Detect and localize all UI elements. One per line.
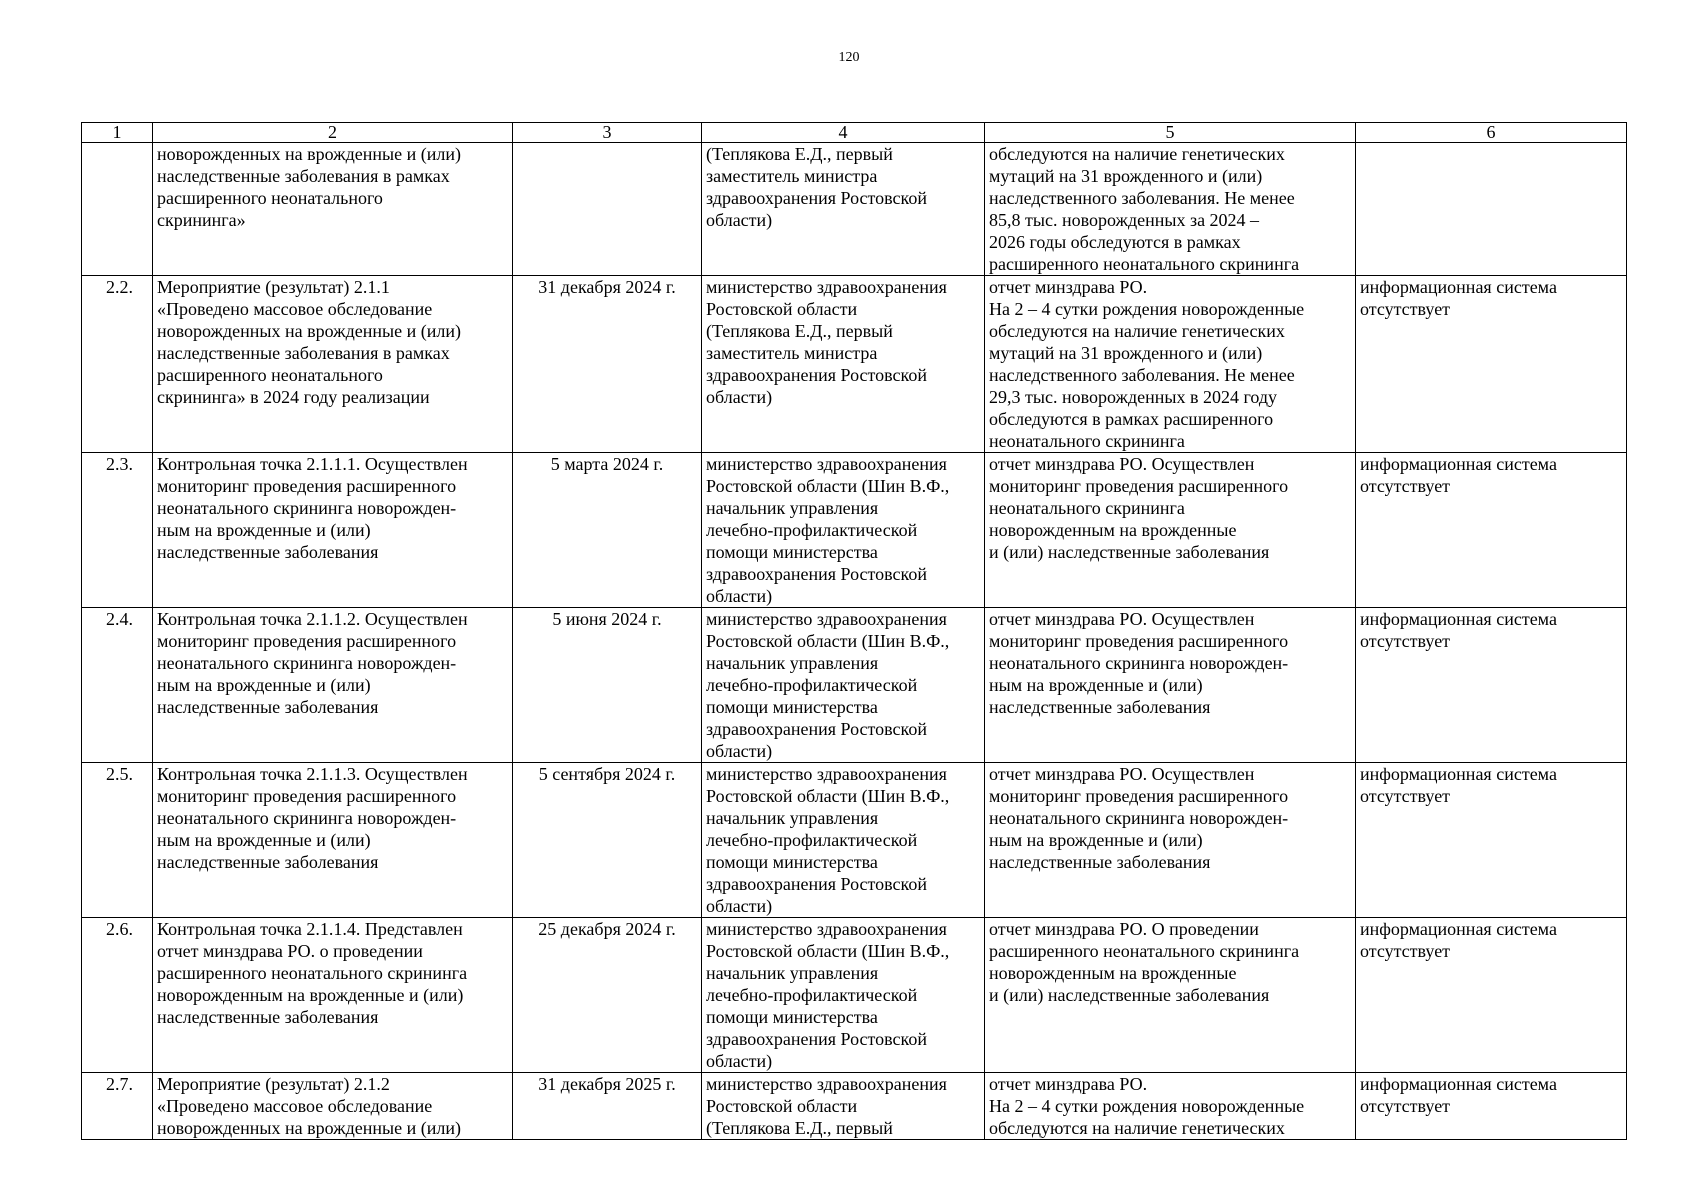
table-row — [82, 763, 1627, 918]
table-row — [82, 1073, 1627, 1140]
row-info-system — [1356, 143, 1627, 276]
plan-table — [81, 122, 1627, 1140]
row-info-system: информационная система отсутствует — [1356, 453, 1627, 608]
row-responsible: (Теплякова Е.Д., первый заместитель министра здравоохранения Ростовской области) — [702, 143, 985, 276]
row-name: Контрольная точка 2.1.1.1. Осуществлен мониторинг проведения расширенного неонатального скрининга новорожден- ным на врожденные и (или) наследственные заболевания — [153, 453, 513, 608]
row-info-system: информационная система отсутствует — [1356, 608, 1627, 763]
row-responsible: министерство здравоохранения Ростовской области (Шин В.Ф., начальник управления лечебно-профилактической помощи министерства здравоохранения Ростовской области) — [702, 453, 985, 608]
table-row — [82, 276, 1627, 453]
row-responsible: министерство здравоохранения Ростовской области (Шин В.Ф., начальник управления лечебно-профилактической помощи министерства здравоохранения Ростовской области) — [702, 763, 985, 918]
row-result: отчет минздрава РО. На 2 – 4 сутки рождения новорожденные обследуются на наличие генетических — [985, 1073, 1356, 1140]
table-row — [82, 453, 1627, 608]
row-number — [82, 143, 153, 276]
table-row — [82, 608, 1627, 763]
column-header: 1 — [82, 123, 153, 143]
row-date: 25 декабря 2024 г. — [513, 918, 702, 1073]
row-info-system: информационная система отсутствует — [1356, 918, 1627, 1073]
row-name: Контрольная точка 2.1.1.4. Представлен отчет минздрава РО. о проведении расширенного неонатального скрининга новорожденным на врожденные и (или) наследственные заболевания — [153, 918, 513, 1073]
table-header-row — [82, 123, 1627, 143]
row-name: Мероприятие (результат) 2.1.2 «Проведено массовое обследование новорожденных на врожденные и (или) — [153, 1073, 513, 1140]
row-date — [513, 143, 702, 276]
row-date: 5 июня 2024 г. — [513, 608, 702, 763]
row-info-system: информационная система отсутствует — [1356, 763, 1627, 918]
row-name: Контрольная точка 2.1.1.2. Осуществлен мониторинг проведения расширенного неонатального скрининга новорожден- ным на врожденные и (или) наследственные заболевания — [153, 608, 513, 763]
row-name: Мероприятие (результат) 2.1.1 «Проведено массовое обследование новорожденных на врожденные и (или) наследственные заболевания в рамках расширенного неонатального скрининга» в 2024 году реализации — [153, 276, 513, 453]
row-date: 5 марта 2024 г. — [513, 453, 702, 608]
table-row — [82, 918, 1627, 1073]
column-header: 6 — [1356, 123, 1627, 143]
row-result: отчет минздрава РО. На 2 – 4 сутки рождения новорожденные обследуются на наличие генетических мутаций на 31 врожденного и (или) наследственного заболевания. Не менее 29,3 тыс. новорожденных в 2024 году обследуются в рамках расширенного неонатального скрининга — [985, 276, 1356, 453]
row-info-system: информационная система отсутствует — [1356, 1073, 1627, 1140]
row-responsible: министерство здравоохранения Ростовской области (Теплякова Е.Д., первый заместитель министра здравоохранения Ростовской области) — [702, 276, 985, 453]
row-number: 2.5. — [82, 763, 153, 918]
row-result: отчет минздрава РО. Осуществлен мониторинг проведения расширенного неонатального скрининга новорожден- ным на врожденные и (или) наследственные заболевания — [985, 763, 1356, 918]
row-number: 2.4. — [82, 608, 153, 763]
column-header: 4 — [702, 123, 985, 143]
row-number: 2.3. — [82, 453, 153, 608]
row-info-system: информационная система отсутствует — [1356, 276, 1627, 453]
table-row — [82, 143, 1627, 276]
row-result: отчет минздрава РО. Осуществлен мониторинг проведения расширенного неонатального скрининга новорожденным на врожденные и (или) наследственные заболевания — [985, 453, 1356, 608]
column-header: 2 — [153, 123, 513, 143]
row-result: отчет минздрава РО. О проведении расширенного неонатального скрининга новорожденным на врожденные и (или) наследственные заболевания — [985, 918, 1356, 1073]
column-header: 3 — [513, 123, 702, 143]
page-number: 120 — [838, 50, 860, 65]
row-responsible: министерство здравоохранения Ростовской области (Шин В.Ф., начальник управления лечебно-профилактической помощи министерства здравоохранения Ростовской области) — [702, 918, 985, 1073]
row-result: отчет минздрава РО. Осуществлен мониторинг проведения расширенного неонатального скрининга новорожден- ным на врожденные и (или) наследственные заболевания — [985, 608, 1356, 763]
row-date: 31 декабря 2025 г. — [513, 1073, 702, 1140]
row-date: 31 декабря 2024 г. — [513, 276, 702, 453]
row-number: 2.6. — [82, 918, 153, 1073]
row-name: новорожденных на врожденные и (или) наследственные заболевания в рамках расширенного неонатального скрининга» — [153, 143, 513, 276]
row-name: Контрольная точка 2.1.1.3. Осуществлен мониторинг проведения расширенного неонатального скрининга новорожден- ным на врожденные и (или) наследственные заболевания — [153, 763, 513, 918]
row-number: 2.2. — [82, 276, 153, 453]
row-responsible: министерство здравоохранения Ростовской области (Шин В.Ф., начальник управления лечебно-профилактической помощи министерства здравоохранения Ростовской области) — [702, 608, 985, 763]
row-number: 2.7. — [82, 1073, 153, 1140]
column-header: 5 — [985, 123, 1356, 143]
row-result: обследуются на наличие генетических мутаций на 31 врожденного и (или) наследственного заболевания. Не менее 85,8 тыс. новорожденных за 2024 – 2026 годы обследуются в рамках расширенного неонатального скрининга — [985, 143, 1356, 276]
row-date: 5 сентября 2024 г. — [513, 763, 702, 918]
row-responsible: министерство здравоохранения Ростовской области (Теплякова Е.Д., первый — [702, 1073, 985, 1140]
